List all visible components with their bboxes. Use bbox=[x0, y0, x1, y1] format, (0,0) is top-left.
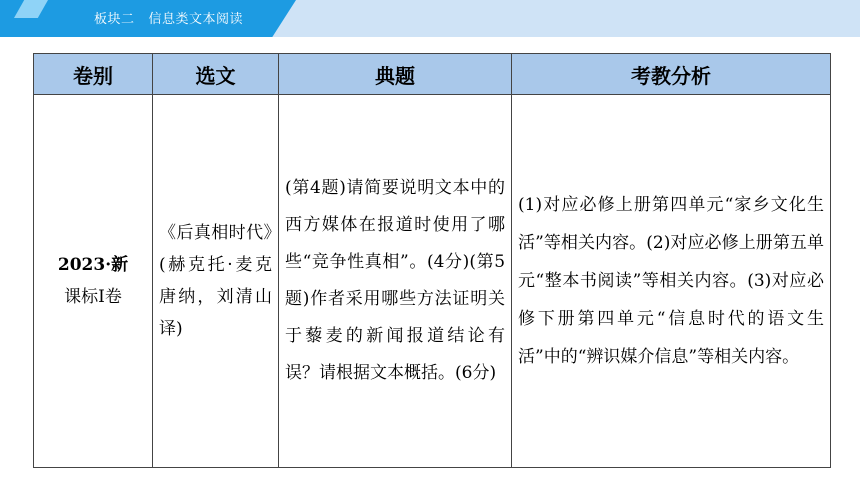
analysis-table bbox=[33, 53, 831, 468]
cell-volume bbox=[34, 95, 153, 468]
analysis-item-2: (2)对应必修上册第五单元“整本书阅读”等相关内容。 bbox=[518, 233, 824, 291]
tab-accent-shape bbox=[14, 0, 48, 18]
question-5: (第5题)作者采用哪些方法证明关于藜麦的新闻报道结论有误？请根据文本概括。(6分) bbox=[285, 252, 506, 383]
cell-analysis bbox=[512, 95, 831, 468]
top-header-bar bbox=[0, 0, 860, 37]
column-header-questions: 典题 bbox=[279, 54, 512, 95]
analysis-item-1: (1)对应必修上册第四单元“家乡文化生活”等相关内容。 bbox=[518, 195, 824, 253]
section-title bbox=[94, 8, 243, 27]
column-header-volume: 卷别 bbox=[34, 54, 153, 95]
cell-selected-text bbox=[153, 95, 279, 468]
cell-questions bbox=[279, 95, 512, 468]
volume-line-1: 2023·新 bbox=[57, 255, 129, 275]
table-header-row bbox=[34, 54, 831, 95]
selected-text: 《后真相时代》(赫克托·麦克唐纳，刘清山译) bbox=[159, 223, 272, 339]
table-row bbox=[34, 95, 831, 468]
volume-line-2: 课标Ⅰ卷 bbox=[64, 287, 122, 307]
question-4: (第4题)请简要说明文本中的西方媒体在报道时使用了哪些“竞争性真相”。(4分) bbox=[285, 178, 505, 272]
topic-label: 信息类文本阅读 bbox=[148, 12, 244, 27]
section-label: 板块二 bbox=[94, 12, 135, 27]
column-header-text: 选文 bbox=[153, 54, 279, 95]
column-header-analysis: 考教分析 bbox=[512, 54, 831, 95]
analysis-item-3: (3)对应必修下册第四单元“信息时代的语文生活”中的“辨识媒介信息”等相关内容。 bbox=[518, 271, 824, 367]
